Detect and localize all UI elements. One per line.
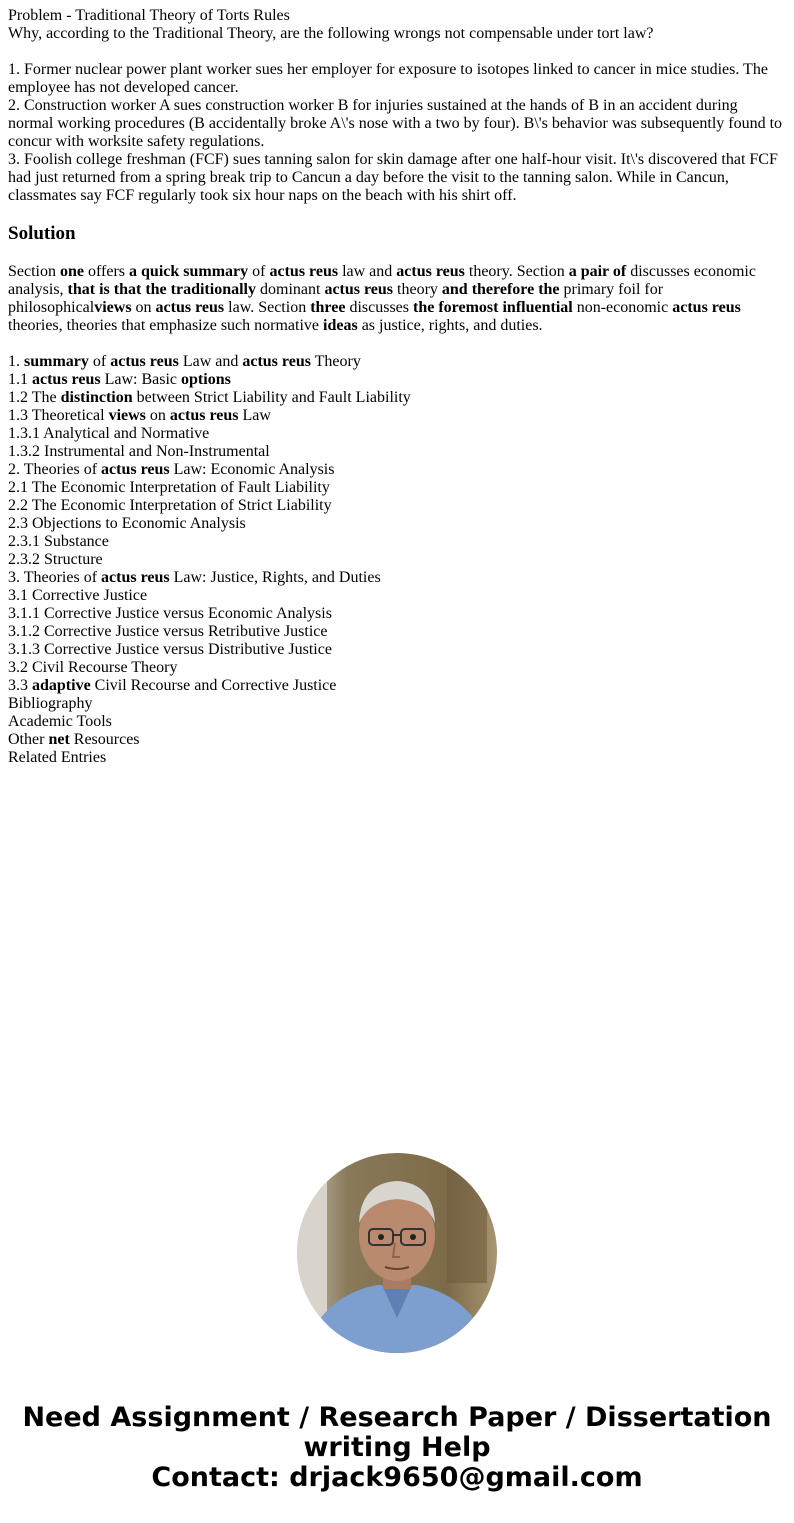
problem-question: Why, according to the Traditional Theory, are the following wrongs not compensable under tort law?	[8, 25, 654, 42]
avatar	[297, 1153, 497, 1353]
toc-item: 3.1 Corrective Justice	[8, 587, 148, 604]
problem-item: 1. Former nuclear power plant worker sues her employer for exposure to isotopes linked to cancer in mice studies. The employee has not developed cancer.	[8, 61, 768, 96]
toc-item: Bibliography	[8, 695, 93, 712]
problem-item: 2. Construction worker A sues construction worker B for injuries sustained at the hands of B in an accident during normal working procedures (B accidentally broke A\'s nose with a two by four). B\'s behavior was subsequently found to concur with worksite safety regulations.	[8, 97, 783, 150]
toc-item: Other net Resources	[8, 731, 140, 748]
toc-item: 3.3 adaptive Civil Recourse and Corrective Justice	[8, 677, 337, 694]
promo-banner	[0, 1403, 794, 1493]
solution-intro: Section one offers a quick summary of actus reus law and actus reus theory. Section a pair of discusses economic analysis, that is that the traditionally dominant actus reus theory and therefore the primary foil for philosophicalviews on actus reus law. Section three discusses the foremost influential non-economic actus reus theories, theories that emphasize such normative ideas as justice, rights, and duties.	[8, 263, 756, 334]
toc-item: 1.3.1 Analytical and Normative	[8, 425, 210, 442]
toc-item: 1.3 Theoretical views on actus reus Law	[8, 407, 271, 424]
solution-heading: Solution	[8, 223, 76, 244]
problem-title: Problem - Traditional Theory of Torts Rules	[8, 7, 290, 24]
document-body	[8, 7, 786, 767]
toc-item: 2.3.2 Structure	[8, 551, 103, 568]
toc-item: 1.2 The distinction between Strict Liability and Fault Liability	[8, 389, 411, 406]
toc-item: 2.1 The Economic Interpretation of Fault Liability	[8, 479, 330, 496]
toc-item: 3.1.3 Corrective Justice versus Distributive Justice	[8, 641, 332, 658]
table-of-contents	[8, 353, 786, 767]
toc-item: 1. summary of actus reus Law and actus reus Theory	[8, 353, 361, 370]
promo-contact: Contact: drjack9650@gmail.com	[151, 1462, 643, 1493]
toc-item: 2. Theories of actus reus Law: Economic Analysis	[8, 461, 335, 478]
toc-item: 3.2 Civil Recourse Theory	[8, 659, 178, 676]
toc-item: 2.3.1 Substance	[8, 533, 109, 550]
toc-item: 1.1 actus reus Law: Basic options	[8, 371, 231, 388]
toc-item: 2.3 Objections to Economic Analysis	[8, 515, 246, 532]
promo-line: Need Assignment / Research Paper / Dissertation	[22, 1402, 772, 1433]
problem-item: 3. Foolish college freshman (FCF) sues tanning salon for skin damage after one half-hour visit. It\'s discovered that FCF had just returned from a spring break trip to Cancun a day before the visit to the tanning salon. While in Cancun, classmates say FCF regularly took six hour naps on the beach with his shirt off.	[8, 151, 778, 204]
person-photo-icon	[297, 1153, 497, 1353]
toc-item: Related Entries	[8, 749, 107, 766]
toc-item: 3.1.1 Corrective Justice versus Economic Analysis	[8, 605, 332, 622]
toc-item: 2.2 The Economic Interpretation of Strict Liability	[8, 497, 332, 514]
toc-item: 3. Theories of actus reus Law: Justice, Rights, and Duties	[8, 569, 381, 586]
toc-item: Academic Tools	[8, 713, 112, 730]
promo-line: writing Help	[303, 1432, 491, 1463]
toc-item: 1.3.2 Instrumental and Non-Instrumental	[8, 443, 270, 460]
toc-item: 3.1.2 Corrective Justice versus Retributive Justice	[8, 623, 328, 640]
